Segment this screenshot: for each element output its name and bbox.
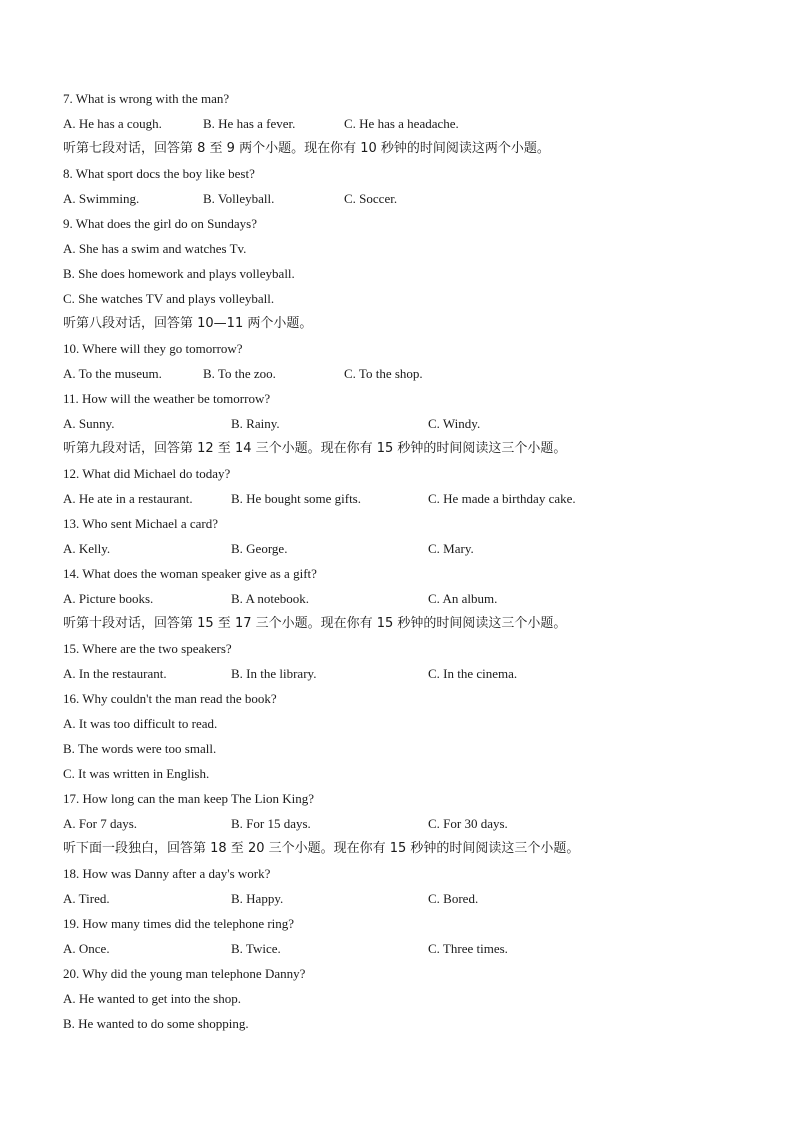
answer-option: B. Rainy. — [231, 416, 280, 431]
question-text: 10. Where will they go tomorrow? — [63, 341, 243, 356]
answer-option: C. In the cinema. — [428, 666, 518, 681]
answer-option: C. Mary. — [428, 541, 474, 556]
answer-options-row — [63, 414, 763, 439]
question-text: 15. Where are the two speakers? — [63, 641, 232, 656]
answer-option: B. Volleyball. — [203, 191, 275, 206]
exam-page — [63, 89, 763, 1039]
question-text: B. He wanted to do some shopping. — [63, 1016, 249, 1031]
question-text: 20. Why did the young man telephone Danny? — [63, 966, 306, 981]
question-text: 19. How many times did the telephone ring? — [63, 916, 295, 931]
answer-option: C. He made a birthday cake. — [428, 491, 576, 506]
answer-option: C. Bored. — [428, 891, 479, 906]
answer-option: A. He ate in a restaurant. — [63, 491, 193, 506]
answer-options-row — [63, 364, 763, 389]
question-text: C. She watches TV and plays volleyball. — [63, 291, 275, 306]
answer-option: C. Soccer. — [344, 191, 398, 206]
answer-options-row — [63, 189, 763, 214]
question-text: 7. What is wrong with the man? — [63, 91, 230, 106]
answer-option: B. George. — [231, 541, 288, 556]
answer-options-row — [63, 539, 763, 564]
answer-option: B. In the library. — [231, 666, 317, 681]
answer-options-row — [63, 814, 763, 839]
answer-options-row — [63, 889, 763, 914]
question-text: 8. What sport docs the boy like best? — [63, 166, 255, 181]
question-text: 11. How will the weather be tomorrow? — [63, 391, 271, 406]
answer-option: C. For 30 days. — [428, 816, 508, 831]
answer-options-row — [63, 664, 763, 689]
question-text: A. She has a swim and watches Tv. — [63, 241, 247, 256]
question-text: 12. What did Michael do today? — [63, 466, 231, 481]
question-text: B. She does homework and plays volleyball. — [63, 266, 295, 281]
question-text: 17. How long can the man keep The Lion King? — [63, 791, 315, 806]
answer-option: A. To the museum. — [63, 366, 162, 381]
answer-options-row — [63, 114, 763, 139]
answer-option: A. Picture books. — [63, 591, 154, 606]
answer-option: C. Windy. — [428, 416, 481, 431]
answer-option: B. Twice. — [231, 941, 281, 956]
answer-options-row — [63, 489, 763, 514]
question-text: 14. What does the woman speaker give as a gift? — [63, 566, 317, 581]
answer-option: B. He has a fever. — [203, 116, 296, 131]
answer-option: A. In the restaurant. — [63, 666, 167, 681]
answer-option: A. Once. — [63, 941, 110, 956]
question-text: C. It was written in English. — [63, 766, 210, 781]
answer-option: B. For 15 days. — [231, 816, 311, 831]
section-instruction: 听第八段对话，回答第 10—11 两个小题。 — [63, 316, 313, 331]
question-text: A. It was too difficult to read. — [63, 716, 218, 731]
answer-option: A. Tired. — [63, 891, 110, 906]
answer-option: C. An album. — [428, 591, 498, 606]
answer-options-row — [63, 589, 763, 614]
answer-option: B. Happy. — [231, 891, 284, 906]
answer-option: A. Kelly. — [63, 541, 111, 556]
answer-option: A. He has a cough. — [63, 116, 162, 131]
answer-option: A. For 7 days. — [63, 816, 138, 831]
question-text: 18. How was Danny after a day's work? — [63, 866, 271, 881]
question-text: 9. What does the girl do on Sundays? — [63, 216, 258, 231]
section-instruction: 听第七段对话，回答第 8 至 9 两个小题。现在你有 10 秒钟的时间阅读这两个小题。 — [63, 141, 550, 156]
question-text: A. He wanted to get into the shop. — [63, 991, 241, 1006]
section-instruction: 听第十段对话，回答第 15 至 17 三个小题。现在你有 15 秒钟的时间阅读这三个小题。 — [63, 616, 567, 631]
question-text: B. The words were too small. — [63, 741, 217, 756]
answer-option: C. Three times. — [428, 941, 508, 956]
answer-option: B. He bought some gifts. — [231, 491, 361, 506]
answer-option: B. A notebook. — [231, 591, 310, 606]
answer-option: C. He has a headache. — [344, 116, 459, 131]
question-text: 13. Who sent Michael a card? — [63, 516, 218, 531]
answer-option: B. To the zoo. — [203, 366, 276, 381]
answer-option: A. Swimming. — [63, 191, 140, 206]
question-text: 16. Why couldn't the man read the book? — [63, 691, 277, 706]
answer-options-row — [63, 939, 763, 964]
section-instruction: 听下面一段独白，回答第 18 至 20 三个小题。现在你有 15 秒钟的时间阅读这三个小题。 — [63, 841, 580, 856]
answer-option: A. Sunny. — [63, 416, 115, 431]
section-instruction: 听第九段对话，回答第 12 至 14 三个小题。现在你有 15 秒钟的时间阅读这三个小题。 — [63, 441, 567, 456]
answer-option: C. To the shop. — [344, 366, 423, 381]
